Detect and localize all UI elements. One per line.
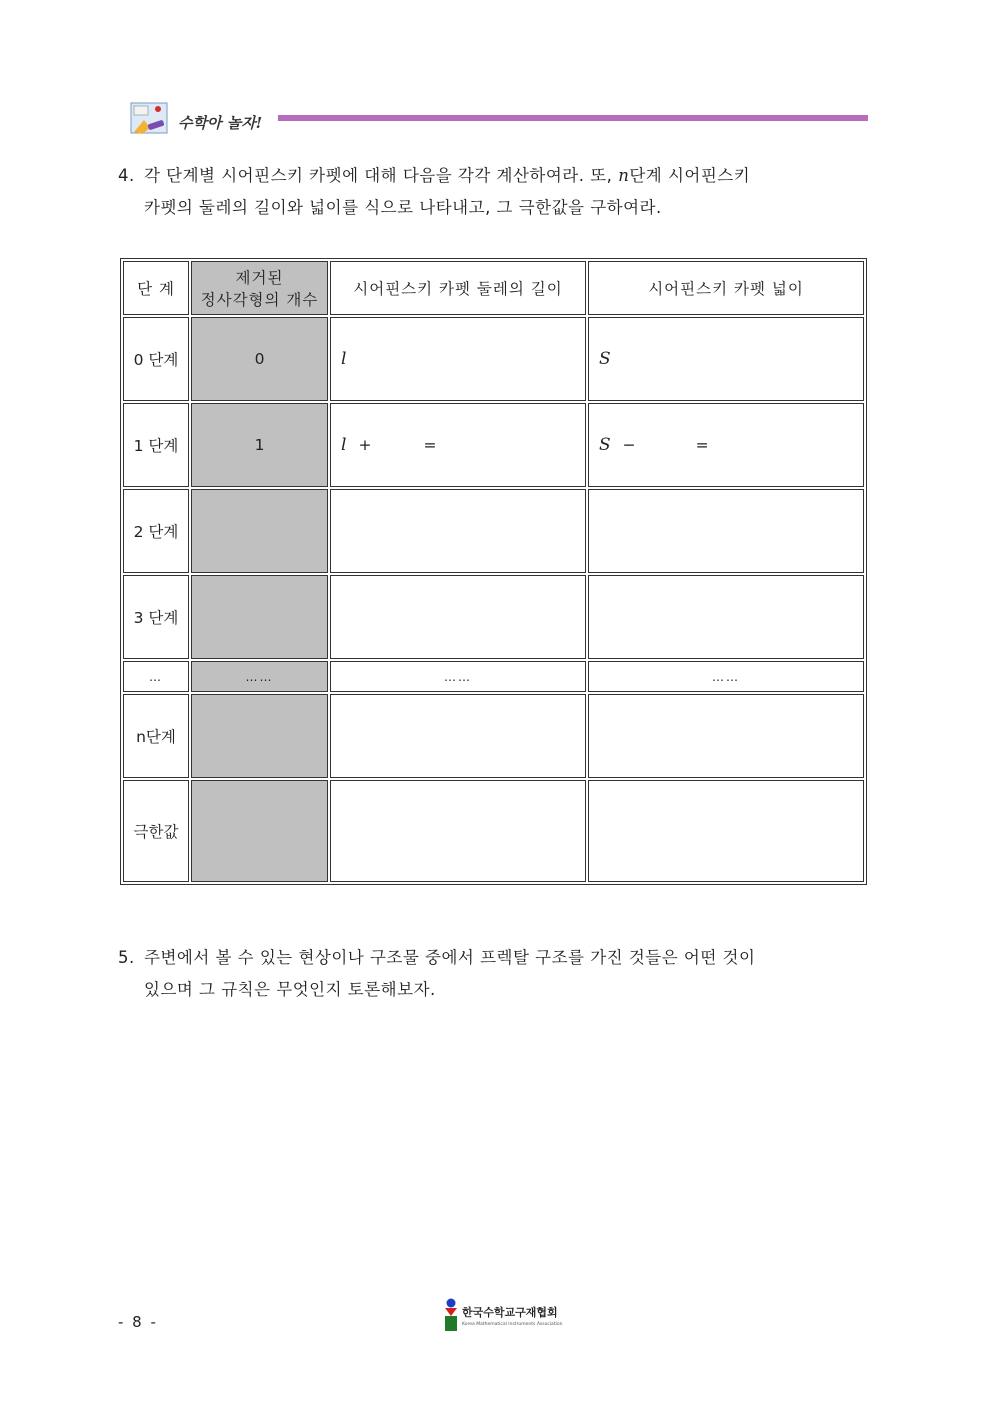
area-cell (588, 403, 864, 487)
perimeter-cell (330, 403, 586, 487)
perimeter-variable: l (341, 435, 347, 455)
sierpinski-table (120, 258, 867, 885)
header-area: 시어핀스키 카펫 넓이 (588, 261, 864, 315)
count-cell: 0 (191, 317, 328, 401)
count-cell (191, 694, 328, 778)
brand-logo-icon (130, 102, 168, 136)
header-rule (278, 115, 868, 121)
area-minus: − (622, 436, 636, 454)
org-logo (444, 1298, 563, 1334)
stage-cell: 극한값 (123, 780, 189, 882)
question-variable: n (618, 166, 630, 185)
question-text-1b: 단계 시어핀스키 (629, 166, 751, 185)
count-cell (191, 780, 328, 882)
perimeter-cell (330, 575, 586, 659)
area-cell (588, 694, 864, 778)
question-number: 4. (118, 166, 135, 185)
header-stage: 단 계 (123, 261, 189, 315)
perimeter-equals: = (423, 436, 437, 454)
stage-cell: 1 단계 (123, 403, 189, 487)
org-name: 한국수학교구재협회 (462, 1306, 558, 1319)
count-cell: 1 (191, 403, 328, 487)
table-row (123, 694, 864, 778)
org-emblem-icon (444, 1298, 458, 1332)
count-cell (191, 489, 328, 573)
perimeter-cell (330, 780, 586, 882)
question-4 (118, 160, 874, 224)
stage-cell: 0 단계 (123, 317, 189, 401)
question-5 (118, 942, 874, 1006)
stage-cell: n단계 (123, 694, 189, 778)
area-variable: S (599, 435, 611, 455)
question-text-2: 있으며 그 규칙은 무엇인지 토론해보자. (144, 980, 436, 999)
header-perimeter: 시어핀스키 카펫 둘레의 길이 (330, 261, 586, 315)
header-count-line2: 정사각형의 개수 (200, 291, 319, 309)
table-row (123, 575, 864, 659)
brand-title: 수학아 놀자! (178, 114, 263, 132)
perimeter-cell (330, 317, 586, 401)
table-row (123, 489, 864, 573)
question-text-2: 카펫의 둘레의 길이와 넓이를 식으로 나타내고, 그 극한값을 구하여라. (144, 198, 662, 217)
table-header-row (123, 261, 864, 315)
area-variable: S (599, 349, 611, 369)
count-cell (191, 575, 328, 659)
table-row (123, 403, 864, 487)
area-cell: …… (588, 661, 864, 692)
table-row (123, 780, 864, 882)
page-number: - 8 - (118, 1313, 158, 1331)
header-count (191, 261, 328, 315)
question-text-1: 주변에서 볼 수 있는 현상이나 구조물 중에서 프렉탈 구조를 가진 것들은 어떤 것이 (144, 948, 756, 967)
area-equals: = (695, 436, 709, 454)
table-row-ellipsis (123, 661, 864, 692)
question-number: 5. (118, 948, 135, 967)
stage-cell: … (123, 661, 189, 692)
table-row (123, 317, 864, 401)
area-cell (588, 317, 864, 401)
perimeter-cell: …… (330, 661, 586, 692)
count-cell: …… (191, 661, 328, 692)
area-cell (588, 780, 864, 882)
perimeter-plus: + (358, 436, 372, 454)
org-subtitle: Korea Mathematical Instruments Association (462, 1322, 563, 1327)
area-cell (588, 489, 864, 573)
perimeter-variable: l (341, 349, 347, 369)
perimeter-cell (330, 489, 586, 573)
stage-cell: 3 단계 (123, 575, 189, 659)
question-text-1a: 각 단계별 시어핀스키 카펫에 대해 다음을 각각 계산하여라. 또, (144, 166, 613, 185)
perimeter-cell (330, 694, 586, 778)
stage-cell: 2 단계 (123, 489, 189, 573)
header-count-line1: 제거된 (235, 269, 284, 287)
page-header (130, 100, 870, 140)
area-cell (588, 575, 864, 659)
